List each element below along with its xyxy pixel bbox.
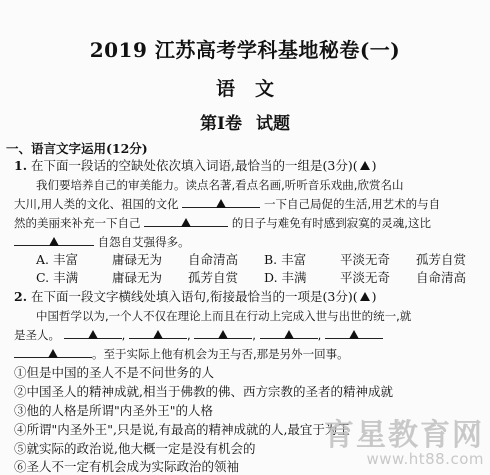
answer-blank[interactable] [182,196,260,208]
question-2-stem: 2. 在下面一段文字横线处填入语句,衔接最恰当的一项是(3分)( ) [14,289,377,304]
question-text: 在下面一段文字横线处填入语句,衔接最恰当的一项是(3分)( [31,289,358,304]
answer-triangle-icon [284,330,294,339]
passage-line: 。至于实际上他有机会为王与否,那是另外一回事。 [14,346,349,362]
list-item: ④所谓"内圣外王",只是说,有最高的精神成就的人,最宜于为王 [14,422,350,437]
volume-heading [0,109,490,134]
answer-triangle-icon [88,330,98,339]
option-label[interactable]: D. 丰满 [264,270,307,285]
answer-triangle-icon [49,237,59,246]
passage-line: 我们要培养自己的审美能力。读点名著,看点名画,听听音乐戏曲,欣赏名山 [36,178,404,192]
answer-triangle-icon [181,218,191,227]
option-label[interactable]: C. 丰满 [36,270,79,285]
answer-blank[interactable] [194,327,252,339]
list-item: ②中国圣人的精神成就,相当于佛教的佛、西方宗教的圣者的精神成就 [14,384,393,399]
option-label[interactable]: B. 丰富 [264,252,307,267]
answer-triangle-icon [48,349,58,358]
answer-blank[interactable] [144,215,228,227]
answer-triangle-icon [360,161,370,170]
question-number: 2. [14,289,28,304]
option-row: A. 丰富 庸碌无为 自命清高 B. 丰富 平淡无奇 孤芳自赏 [36,252,467,267]
passage-line: 是圣人。 , , , , [14,327,383,343]
answer-triangle-icon [216,199,226,208]
list-item: ③他的人格是所谓"内圣外王"的人格 [14,403,213,418]
subject-heading: 语文 [215,78,294,100]
passage-line: 中国哲学以为,一个人不仅在理论上而且在行动上完成入世与出世的统一,就 [36,309,412,323]
answer-blank[interactable] [129,327,187,339]
volume-label: 第Ⅰ卷 [200,114,242,134]
list-item: ⑤就实际的政治说,他大概一定是没有机会的 [14,441,256,456]
option-row: C. 丰满 庸碌无为 孤芳自赏 D. 丰满 平淡无奇 自命清高 [36,270,467,285]
passage-line: 大川,用人类的文化、祖国的文化 一下自己局促的生活,用艺术的与自 [14,197,441,211]
answer-blank[interactable] [14,346,92,358]
answer-blank[interactable] [14,234,94,246]
question-number: 1. [14,158,28,173]
option-label[interactable]: A. 丰富 [36,252,78,267]
passage-line: 然的美丽来补充一下自己 的日子与难免有时感到寂寞的灵魂,这比 [14,216,431,230]
page-title: 2019 江苏高考学科基地秘卷(一) [89,38,401,62]
answer-blank[interactable] [325,327,383,339]
list-item: ①但是中国的圣人不是不问世务的人 [14,365,215,380]
answer-blank[interactable] [260,327,318,339]
watermark-url: www.ht88.com [366,450,484,468]
question-1-stem: 1. 在下面一段话的空缺处依次填入词语,最恰当的一组是(3分)( ) [14,158,377,173]
list-item: ⑥圣人不一定有机会成为实际政治的领袖 [14,459,240,474]
volume-sublabel: 试题 [255,114,290,134]
section-heading: 一、语言文字运用(12分) [6,141,148,156]
watermark [324,410,484,468]
answer-blank[interactable] [64,327,122,339]
question-text: 在下面一段话的空缺处依次填入词语,最恰当的一组是(3分)( [31,158,358,173]
answer-triangle-icon [360,292,370,301]
answer-triangle-icon [218,330,228,339]
watermark-text: 育星教育网 [324,418,484,453]
answer-triangle-icon [153,330,163,339]
answer-triangle-icon [349,330,359,339]
passage-line: 自怨自艾强得多。 [14,234,190,250]
